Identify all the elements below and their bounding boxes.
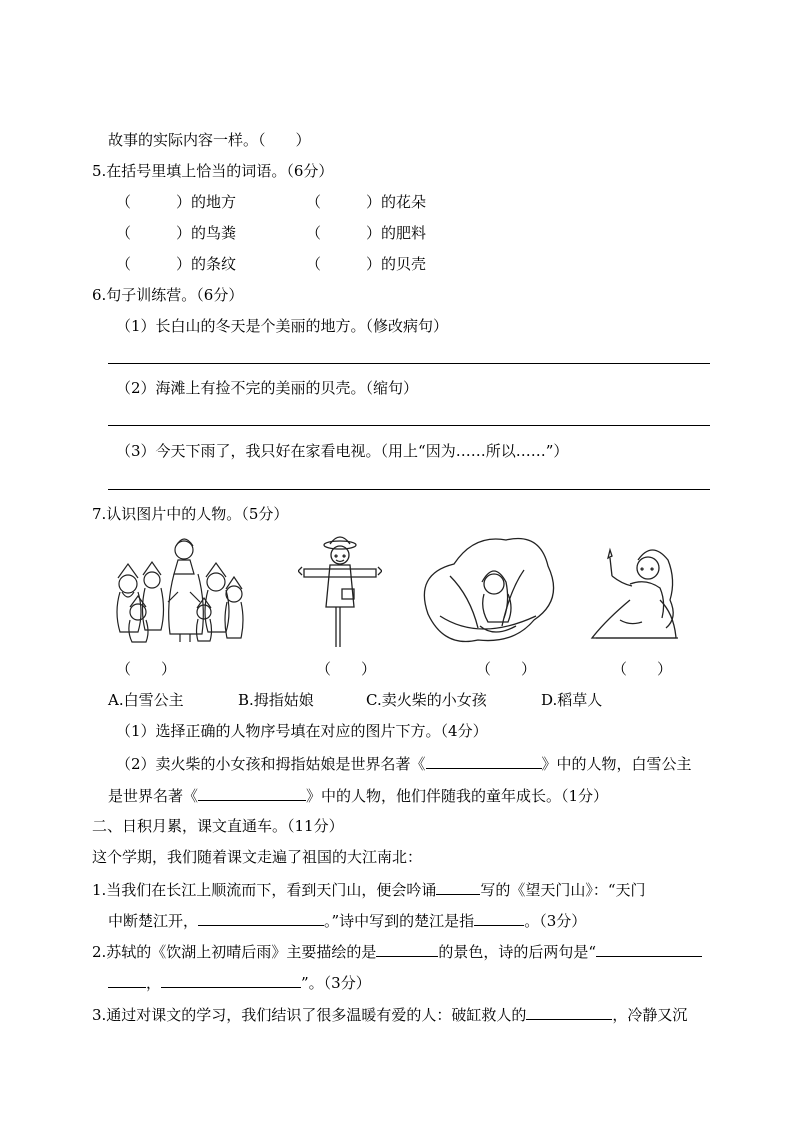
picture-3-answer[interactable]: （ ） xyxy=(476,660,537,678)
scarecrow-picture xyxy=(298,533,382,649)
choice-b: B.拇指姑娘 xyxy=(238,691,314,709)
s2-q2-text-a: 2.苏轼的《饮湖上初晴后雨》主要描绘的是 xyxy=(92,943,377,961)
q6-sentence-1: （1）长白山的冬天是个美丽的地方。（修改病句） xyxy=(116,317,449,335)
q5-item: （ ）的条纹 xyxy=(116,255,237,273)
q7-sub1: （1）选择正确的人物序号填在对应的图片下方。（4分） xyxy=(116,722,488,740)
q6-sentence-3: （3）今天下雨了，我只好在家看电视。（用上“因为……所以……”） xyxy=(116,442,569,460)
s2-q3-line1 xyxy=(92,1003,687,1025)
book-title-blank-1[interactable] xyxy=(426,752,542,769)
thumbelina-picture xyxy=(420,536,556,648)
q7-title: 7.认识图片中的人物。（5分） xyxy=(92,505,289,523)
s2-q3-text-a: 3.通过对课文的学习，我们结识了很多温暖有爱的人：破缸救人的 xyxy=(92,1006,527,1024)
answer-line-2[interactable] xyxy=(108,425,710,426)
poem-blank-1-cont[interactable] xyxy=(108,971,146,988)
answer-line-1[interactable] xyxy=(108,363,710,364)
s2-q3-text-b: ，冷静又沉 xyxy=(612,1006,688,1024)
q7-sub2-text-d: 》中的人物，他们伴随我的童年成长。（1分） xyxy=(306,787,609,805)
person-blank[interactable] xyxy=(526,1003,612,1020)
choice-a: A.白雪公主 xyxy=(108,691,184,709)
q5-item: （ ）的鸟粪 xyxy=(116,224,237,242)
q6-title: 6.句子训练营。（6分） xyxy=(92,286,244,304)
poem-line-blank[interactable] xyxy=(198,909,324,926)
river-blank[interactable] xyxy=(474,909,524,926)
scenery-blank[interactable] xyxy=(376,940,438,957)
q7-sub2-line1 xyxy=(116,752,692,774)
section-2-title: 二、日积月累，课文直通车。（11分） xyxy=(92,817,344,835)
section-2-intro: 这个学期，我们随着课文走遍了祖国的大江南北： xyxy=(92,848,423,866)
s2-q2-text-c: ， xyxy=(146,974,162,992)
q7-sub2-text-b: 》中的人物，白雪公主 xyxy=(541,755,692,773)
q7-sub2-text-c: 是世界名著《 xyxy=(108,787,199,805)
q6-sentence-2: （2）海滩上有捡不完的美丽的贝壳。（缩句） xyxy=(116,379,419,397)
picture-4-answer[interactable]: （ ） xyxy=(612,660,673,678)
s2-q2-text-d: ”。（3分） xyxy=(301,974,371,992)
poem-blank-2[interactable] xyxy=(161,971,301,988)
q5-item: （ ）的贝壳 xyxy=(306,255,427,273)
match-girl-picture xyxy=(590,540,684,648)
poet-blank[interactable] xyxy=(436,878,480,895)
q5-title: 5.在括号里填上恰当的词语。（6分） xyxy=(92,162,334,180)
s2-q2-text-b: 的景色，诗的后两句是“ xyxy=(438,943,596,961)
poem-blank-1[interactable] xyxy=(596,940,702,957)
s2-q1-text-c: 中断楚江开， xyxy=(108,912,199,930)
s2-q1-text-d: 。”诗中写到的楚江是指 xyxy=(324,912,475,930)
snow-white-picture xyxy=(108,532,246,647)
q5-item: （ ）的肥料 xyxy=(306,224,427,242)
picture-2-answer[interactable]: （ ） xyxy=(316,660,377,678)
q5-item: （ ）的花朵 xyxy=(306,193,427,211)
previous-question-tail: 故事的实际内容一样。（ ） xyxy=(108,131,311,149)
s2-q2-line2 xyxy=(108,971,371,993)
answer-line-3[interactable] xyxy=(108,489,710,490)
picture-1-answer[interactable]: （ ） xyxy=(116,660,177,678)
choice-c: C.卖火柴的小女孩 xyxy=(366,691,487,709)
s2-q1-line1 xyxy=(92,878,646,900)
choice-d: D.稻草人 xyxy=(541,691,603,709)
q5-item: （ ）的地方 xyxy=(116,193,237,211)
q7-sub2-text-a: （2）卖火柴的小女孩和拇指姑娘是世界名著《 xyxy=(116,755,426,773)
book-title-blank-2[interactable] xyxy=(198,784,306,801)
q7-sub2-line2 xyxy=(108,784,608,806)
s2-q1-text-e: 。（3分） xyxy=(524,912,587,930)
s2-q1-line2 xyxy=(108,909,586,931)
s2-q2-line1 xyxy=(92,940,702,962)
s2-q1-text-b: 写的《望天门山》：“天门 xyxy=(480,881,646,899)
s2-q1-text-a: 1.当我们在长江上顺流而下，看到天门山，便会吟诵 xyxy=(92,881,437,899)
